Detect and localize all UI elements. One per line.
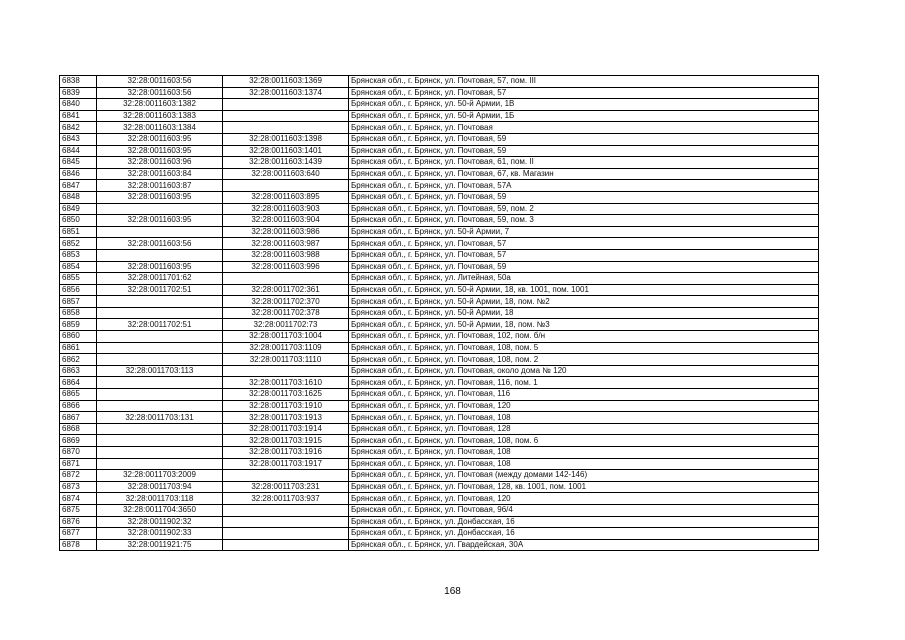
table-row [60,215,819,227]
row-number-cell: 6846 [60,168,97,180]
object-cadastral-number-cell: 32:28:0011603:903 [223,203,349,215]
address-cell: Брянская обл., г. Брянск, ул. Гвардейская, 30А [349,539,819,551]
row-number-cell: 6845 [60,157,97,169]
row-number-cell: 6859 [60,319,97,331]
object-cadastral-number-cell: 32:28:0011603:1369 [223,76,349,88]
row-number-cell: 6860 [60,331,97,343]
address-cell: Брянская обл., г. Брянск, ул. Почтовая, 59 [349,145,819,157]
object-cadastral-number-cell: 32:28:0011603:1374 [223,87,349,99]
address-cell: Брянская обл., г. Брянск, ул. Почтовая, 57 [349,87,819,99]
object-cadastral-number-cell [223,470,349,482]
address-cell: Брянская обл., г. Брянск, ул. Почтовая, 128, кв. 1001, пом. 1001 [349,481,819,493]
object-cadastral-number-cell: 32:28:0011703:1916 [223,447,349,459]
land-cadastral-number-cell: 32:28:0011603:56 [97,238,223,250]
row-number-cell: 6865 [60,389,97,401]
address-cell: Брянская обл., г. Брянск, ул. Почтовая, 116 [349,389,819,401]
row-number-cell: 6876 [60,516,97,528]
address-cell: Брянская обл., г. Брянск, ул. Почтовая, 59, пом. 3 [349,215,819,227]
row-number-cell: 6872 [60,470,97,482]
table-row [60,226,819,238]
table-row [60,180,819,192]
row-number-cell: 6858 [60,307,97,319]
row-number-cell: 6873 [60,481,97,493]
land-cadastral-number-cell: 32:28:0011603:84 [97,168,223,180]
table-row [60,157,819,169]
address-cell: Брянская обл., г. Брянск, ул. Почтовая, 128 [349,423,819,435]
address-cell: Брянская обл., г. Брянск, ул. Почтовая, 120 [349,400,819,412]
address-cell: Брянская обл., г. Брянск, ул. Почтовая, 57 [349,249,819,261]
object-cadastral-number-cell: 32:28:0011603:1398 [223,133,349,145]
object-cadastral-number-cell: 32:28:0011703:1917 [223,458,349,470]
row-number-cell: 6851 [60,226,97,238]
row-number-cell: 6849 [60,203,97,215]
row-number-cell: 6863 [60,365,97,377]
address-cell: Брянская обл., г. Брянск, ул. 50-й Армии, 1В [349,99,819,111]
address-cell: Брянская обл., г. Брянск, ул. Литейная, 50а [349,273,819,285]
row-number-cell: 6875 [60,504,97,516]
address-cell: Брянская обл., г. Брянск, ул. Почтовая, 108, пом. 5 [349,342,819,354]
land-cadastral-number-cell: 32:28:0011703:118 [97,493,223,505]
land-cadastral-number-cell [97,226,223,238]
land-cadastral-number-cell [97,423,223,435]
land-cadastral-number-cell [97,377,223,389]
object-cadastral-number-cell [223,516,349,528]
object-cadastral-number-cell: 32:28:0011703:1109 [223,342,349,354]
table-row [60,110,819,122]
row-number-cell: 6868 [60,423,97,435]
address-cell: Брянская обл., г. Брянск, ул. Почтовая [349,122,819,134]
address-cell: Брянская обл., г. Брянск, ул. Донбасская, 16 [349,528,819,540]
object-cadastral-number-cell: 32:28:0011703:1625 [223,389,349,401]
table-row [60,331,819,343]
address-cell: Брянская обл., г. Брянск, ул. Почтовая, 120 [349,493,819,505]
row-number-cell: 6870 [60,447,97,459]
address-cell: Брянская обл., г. Брянск, ул. Почтовая, 116, пом. 1 [349,377,819,389]
address-cell: Брянская обл., г. Брянск, ул. Почтовая, 57А [349,180,819,192]
land-cadastral-number-cell: 32:28:0011603:95 [97,191,223,203]
land-cadastral-number-cell: 32:28:0011921:75 [97,539,223,551]
object-cadastral-number-cell [223,110,349,122]
table-row [60,191,819,203]
table-row [60,273,819,285]
table-row [60,319,819,331]
address-cell: Брянская обл., г. Брянск, ул. Почтовая, около дома № 120 [349,365,819,377]
land-cadastral-number-cell: 32:28:0011704:3650 [97,504,223,516]
land-cadastral-number-cell: 32:28:0011603:95 [97,215,223,227]
land-cadastral-number-cell: 32:28:0011603:87 [97,180,223,192]
table-row [60,377,819,389]
row-number-cell: 6864 [60,377,97,389]
row-number-cell: 6853 [60,249,97,261]
object-cadastral-number-cell: 32:28:0011703:1004 [223,331,349,343]
address-cell: Брянская обл., г. Брянск, ул. Почтовая, 96/4 [349,504,819,516]
address-cell: Брянская обл., г. Брянск, ул. Почтовая, 57 [349,238,819,250]
page-number: 168 [444,586,461,597]
address-cell: Брянская обл., г. Брянск, ул. Почтовая, 108 [349,412,819,424]
land-cadastral-number-cell: 32:28:0011603:95 [97,261,223,273]
row-number-cell: 6844 [60,145,97,157]
row-number-cell: 6842 [60,122,97,134]
object-cadastral-number-cell [223,365,349,377]
land-cadastral-number-cell: 32:28:0011603:56 [97,76,223,88]
address-cell: Брянская обл., г. Брянск, ул. Донбасская, 16 [349,516,819,528]
row-number-cell: 6869 [60,435,97,447]
object-cadastral-number-cell [223,99,349,111]
address-cell: Брянская обл., г. Брянск, ул. Почтовая, 59 [349,261,819,273]
address-cell: Брянская обл., г. Брянск, ул. 50-й Армии, 1Б [349,110,819,122]
address-cell: Брянская обл., г. Брянск, ул. Почтовая, 61, пом. II [349,157,819,169]
address-cell: Брянская обл., г. Брянск, ул. 50-й Армии, 18 [349,307,819,319]
object-cadastral-number-cell: 32:28:0011702:378 [223,307,349,319]
object-cadastral-number-cell: 32:28:0011603:640 [223,168,349,180]
object-cadastral-number-cell: 32:28:0011603:904 [223,215,349,227]
table-row [60,400,819,412]
address-cell: Брянская обл., г. Брянск, ул. Почтовая, 59, пом. 2 [349,203,819,215]
object-cadastral-number-cell [223,504,349,516]
land-cadastral-number-cell [97,249,223,261]
table-row [60,470,819,482]
land-cadastral-number-cell: 32:28:0011603:95 [97,145,223,157]
row-number-cell: 6847 [60,180,97,192]
land-cadastral-number-cell [97,400,223,412]
address-cell: Брянская обл., г. Брянск, ул. Почтовая, 59 [349,191,819,203]
table-row [60,87,819,99]
row-number-cell: 6856 [60,284,97,296]
table-row [60,296,819,308]
land-cadastral-number-cell: 32:28:0011603:1382 [97,99,223,111]
table-row [60,203,819,215]
land-cadastral-number-cell [97,389,223,401]
address-cell: Брянская обл., г. Брянск, ул. Почтовая, 57, пом. III [349,76,819,88]
row-number-cell: 6866 [60,400,97,412]
table-row [60,458,819,470]
row-number-cell: 6867 [60,412,97,424]
land-cadastral-number-cell [97,296,223,308]
table-row [60,261,819,273]
object-cadastral-number-cell: 32:28:0011703:231 [223,481,349,493]
table-row [60,435,819,447]
table-row [60,122,819,134]
object-cadastral-number-cell [223,122,349,134]
object-cadastral-number-cell: 32:28:0011702:361 [223,284,349,296]
table-row [60,145,819,157]
table-row [60,389,819,401]
land-cadastral-number-cell: 32:28:0011703:94 [97,481,223,493]
table-row [60,354,819,366]
table-row [60,493,819,505]
object-cadastral-number-cell: 32:28:0011702:370 [223,296,349,308]
row-number-cell: 6839 [60,87,97,99]
row-number-cell: 6838 [60,76,97,88]
row-number-cell: 6857 [60,296,97,308]
object-cadastral-number-cell: 32:28:0011702:73 [223,319,349,331]
object-cadastral-number-cell: 32:28:0011703:1110 [223,354,349,366]
address-cell: Брянская обл., г. Брянск, ул. Почтовая, 59 [349,133,819,145]
address-cell: Брянская обл., г. Брянск, ул. 50-й Армии, 18, пом. №3 [349,319,819,331]
land-cadastral-number-cell [97,331,223,343]
land-cadastral-number-cell: 32:28:0011902:33 [97,528,223,540]
table-row [60,447,819,459]
land-cadastral-number-cell: 32:28:0011702:51 [97,284,223,296]
row-number-cell: 6878 [60,539,97,551]
row-number-cell: 6861 [60,342,97,354]
land-cadastral-number-cell: 32:28:0011603:1383 [97,110,223,122]
land-cadastral-number-cell: 32:28:0011703:113 [97,365,223,377]
table-row [60,528,819,540]
table-row [60,481,819,493]
object-cadastral-number-cell [223,528,349,540]
land-cadastral-number-cell [97,447,223,459]
row-number-cell: 6841 [60,110,97,122]
address-cell: Брянская обл., г. Брянск, ул. Почтовая, 108 [349,447,819,459]
table-row [60,168,819,180]
object-cadastral-number-cell: 32:28:0011603:986 [223,226,349,238]
row-number-cell: 6843 [60,133,97,145]
object-cadastral-number-cell: 32:28:0011703:1915 [223,435,349,447]
land-cadastral-number-cell [97,203,223,215]
table-row [60,539,819,551]
row-number-cell: 6862 [60,354,97,366]
object-cadastral-number-cell: 32:28:0011703:1914 [223,423,349,435]
object-cadastral-number-cell [223,180,349,192]
object-cadastral-number-cell: 32:28:0011703:1910 [223,400,349,412]
object-cadastral-number-cell [223,273,349,285]
table-row [60,342,819,354]
object-cadastral-number-cell: 32:28:0011603:1439 [223,157,349,169]
object-cadastral-number-cell: 32:28:0011603:895 [223,191,349,203]
land-cadastral-number-cell: 32:28:0011702:51 [97,319,223,331]
land-cadastral-number-cell [97,354,223,366]
table-row [60,307,819,319]
registry-table [59,75,819,551]
registry-table-body [60,76,819,551]
land-cadastral-number-cell: 32:28:0011703:2009 [97,470,223,482]
table-row [60,423,819,435]
row-number-cell: 6840 [60,99,97,111]
land-cadastral-number-cell [97,435,223,447]
land-cadastral-number-cell: 32:28:0011603:1384 [97,122,223,134]
table-row [60,99,819,111]
object-cadastral-number-cell: 32:28:0011703:1610 [223,377,349,389]
table-row [60,249,819,261]
land-cadastral-number-cell [97,342,223,354]
table-row [60,516,819,528]
address-cell: Брянская обл., г. Брянск, ул. Почтовая, 108, пом. 2 [349,354,819,366]
table-row [60,76,819,88]
address-cell: Брянская обл., г. Брянск, ул. Почтовая, 102, пом. б/н [349,331,819,343]
table-row [60,238,819,250]
object-cadastral-number-cell: 32:28:0011703:937 [223,493,349,505]
table-row [60,365,819,377]
row-number-cell: 6850 [60,215,97,227]
row-number-cell: 6852 [60,238,97,250]
address-cell: Брянская обл., г. Брянск, ул. 50-й Армии, 18, пом. №2 [349,296,819,308]
object-cadastral-number-cell [223,539,349,551]
table-row [60,504,819,516]
table-row [60,133,819,145]
row-number-cell: 6854 [60,261,97,273]
object-cadastral-number-cell: 32:28:0011603:987 [223,238,349,250]
row-number-cell: 6848 [60,191,97,203]
row-number-cell: 6877 [60,528,97,540]
land-cadastral-number-cell [97,307,223,319]
table-row [60,284,819,296]
object-cadastral-number-cell: 32:28:0011603:1401 [223,145,349,157]
land-cadastral-number-cell: 32:28:0011603:56 [97,87,223,99]
object-cadastral-number-cell: 32:28:0011603:988 [223,249,349,261]
address-cell: Брянская обл., г. Брянск, ул. Почтовая, 108 [349,458,819,470]
object-cadastral-number-cell: 32:28:0011703:1913 [223,412,349,424]
land-cadastral-number-cell: 32:28:0011701:62 [97,273,223,285]
address-cell: Брянская обл., г. Брянск, ул. 50-й Армии, 18, кв. 1001, пом. 1001 [349,284,819,296]
row-number-cell: 6874 [60,493,97,505]
land-cadastral-number-cell [97,458,223,470]
address-cell: Брянская обл., г. Брянск, ул. 50-й Армии, 7 [349,226,819,238]
land-cadastral-number-cell: 32:28:0011603:96 [97,157,223,169]
address-cell: Брянская обл., г. Брянск, ул. Почтовая, 108, пом. 6 [349,435,819,447]
land-cadastral-number-cell: 32:28:0011703:131 [97,412,223,424]
row-number-cell: 6855 [60,273,97,285]
address-cell: Брянская обл., г. Брянск, ул. Почтовая (между домами 142-146) [349,470,819,482]
object-cadastral-number-cell: 32:28:0011603:996 [223,261,349,273]
table-row [60,412,819,424]
land-cadastral-number-cell: 32:28:0011902:32 [97,516,223,528]
row-number-cell: 6871 [60,458,97,470]
address-cell: Брянская обл., г. Брянск, ул. Почтовая, 67, кв. Магазин [349,168,819,180]
land-cadastral-number-cell: 32:28:0011603:95 [97,133,223,145]
